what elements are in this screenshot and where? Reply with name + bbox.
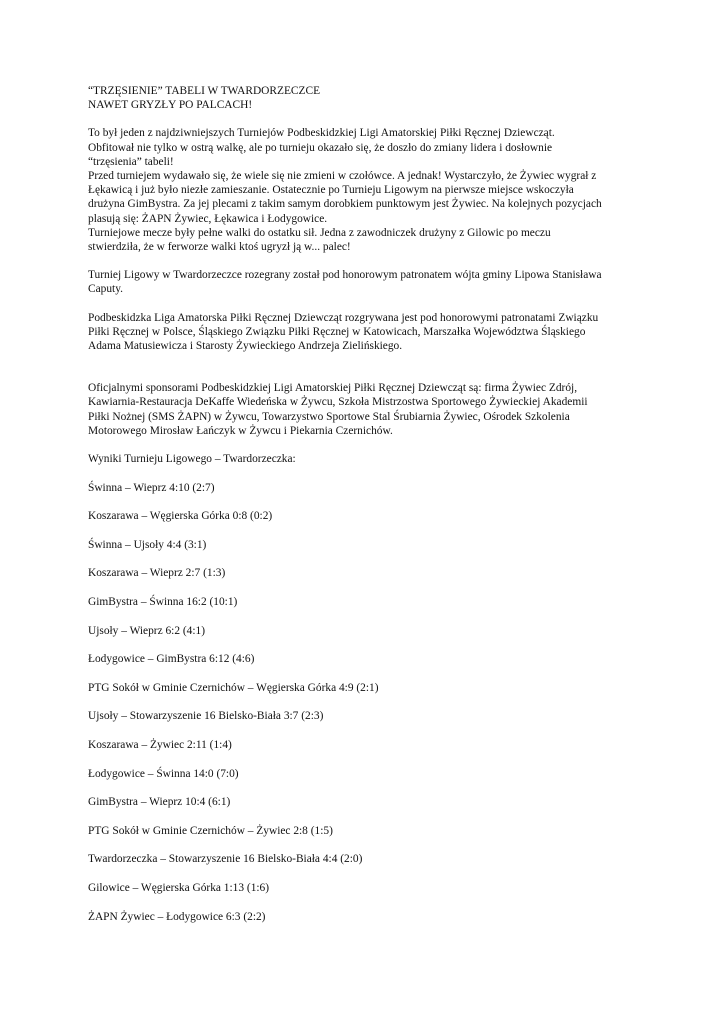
result-item: GimBystra – Wieprz 10:4 (6:1) <box>88 796 231 809</box>
text-line: Turniej Ligowy w Twardorzeczce rozegrany został pod honorowym patronatem wójta gminy Lipowa Stanisława <box>88 269 602 282</box>
text-line: Piłki Ręcznej w Polsce, Śląskiego Związku Piłki Ręcznej w Katowicach, Marszałka Województwa Śląskiego <box>88 325 586 338</box>
result-item: Łodygowice – GimBystra 6:12 (4:6) <box>88 653 255 666</box>
text-line: “trzęsienia” tabeli! <box>88 155 174 168</box>
result-item: GimBystra – Świnna 16:2 (10:1) <box>88 596 238 609</box>
text-line: Adama Matusiewicza i Starosty Żywieckiego Andrzeja Zielińskiego. <box>88 340 403 353</box>
result-item: Łodygowice – Świnna 14:0 (7:0) <box>88 767 239 780</box>
result-item: Świnna – Wieprz 4:10 (2:7) <box>88 481 215 494</box>
text-line: Oficjalnymi sponsorami Podbeskidzkiej Ligi Amatorskiej Piłki Ręcznej Dziewcząt są: firma Żywiec Zdrój, <box>88 382 578 395</box>
text-line: Piłki Nożnej (SMS ŻAPN) w Żywcu, Towarzystwo Sportowe Stal Śrubiarnia Żywiec, Ośrodek Szkolenia <box>88 410 570 423</box>
text-line: Kawiarnia-Restauracja DeKaffe Wiedeńska w Żywcu, Szkoła Mistrzostwa Sportowego Żywieckiej Akademii <box>88 396 588 409</box>
text-line: Przed turniejem wydawało się, że wiele się nie zmieni w czołówce. A jednak! Wystarczyło, że Żywiec wygrał z <box>88 170 597 183</box>
text-line: Motorowego Mirosław Łańczyk w Żywcu i Piekarnia Czernichów. <box>88 424 393 437</box>
text-line: stwierdziła, że w ferworze walki ktoś ugryzł ją w... palec! <box>88 241 351 254</box>
result-item: Gilowice – Węgierska Górka 1:13 (1:6) <box>88 881 270 894</box>
result-item: Ujsoły – Wieprz 6:2 (4:1) <box>88 624 206 637</box>
title-line: NAWET GRYZŁY PO PALCACH! <box>88 99 253 112</box>
results-heading: Wyniki Turnieju Ligowego – Twardorzeczka: <box>88 453 296 466</box>
result-item: PTG Sokół w Gminie Czernichów – Węgierska Górka 4:9 (2:1) <box>88 681 379 694</box>
article-title <box>88 84 648 112</box>
title-line: “TRZĘSIENIE” TABELI W TWARDORZECZCE <box>88 85 321 97</box>
result-item: PTG Sokół w Gminie Czernichów – Żywiec 2:8 (1:5) <box>88 824 333 837</box>
result-item: Koszarawa – Żywiec 2:11 (1:4) <box>88 739 232 751</box>
text-line: To był jeden z najdziwniejszych Turniejów Podbeskidzkiej Ligi Amatorskiej Piłki Ręcznej Dziewcząt. <box>88 127 555 140</box>
result-item: Ujsoły – Stowarzyszenie 16 Bielsko-Biała 3:7 (2:3) <box>88 710 324 723</box>
paragraph-sponsors <box>88 381 648 438</box>
result-item: Koszarawa – Wieprz 2:7 (1:3) <box>88 567 226 580</box>
text-line: Podbeskidzka Liga Amatorska Piłki Ręcznej Dziewcząt rozgrywana jest pod honorowymi patronatami Związku <box>88 311 599 324</box>
result-item: Świnna – Ujsoły 4:4 (3:1) <box>88 538 207 551</box>
document-page <box>88 84 648 938</box>
results-list <box>88 481 648 924</box>
text-line: Caputy. <box>88 283 124 296</box>
paragraph-patronage <box>88 268 648 296</box>
result-item: ŻAPN Żywiec – Łodygowice 6:3 (2:2) <box>88 910 266 923</box>
paragraph-intro <box>88 126 648 254</box>
paragraph-honorary-patronage <box>88 311 648 354</box>
result-item: Koszarawa – Węgierska Górka 0:8 (0:2) <box>88 510 273 523</box>
text-line: drużyna GimBystra. Za jej plecami z takim samym dorobkiem punktowym jest Żywiec. Na kolejnych pozycjach <box>88 198 602 211</box>
text-line: Obfitował nie tylko w ostrą walkę, ale po turnieju okazało się, że doszło do zmiany lidera i dosłownie <box>88 141 553 154</box>
result-item: Twardorzeczka – Stowarzyszenie 16 Bielsko-Biała 4:4 (2:0) <box>88 853 363 866</box>
text-line: Łękawicą i już było niezłe zamieszanie. Ostatecznie po Turnieju Ligowym na pierwsze miejsce wskoczyła <box>88 184 574 197</box>
text-line: plasują się: ŻAPN Żywiec, Łękawica i Łodygowice. <box>88 212 328 225</box>
text-line: Turniejowe mecze były pełne walki do ostatku sił. Jedna z zawodniczek drużyny z Gilowic po meczu <box>88 226 551 239</box>
